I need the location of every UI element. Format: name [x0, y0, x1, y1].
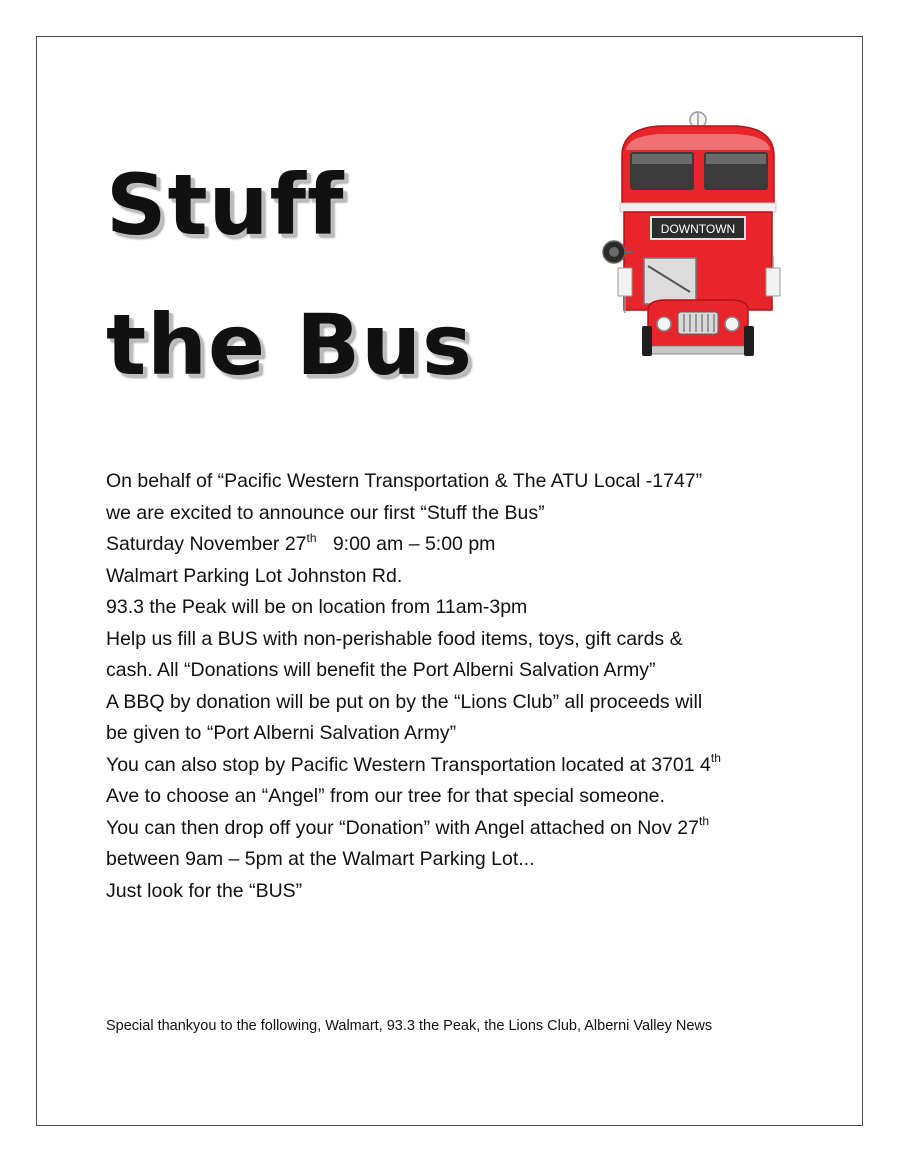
text-line: A BBQ by donation will be put on by the “Lions Club” all proceeds will	[106, 690, 703, 713]
title-line-1: Stuff	[106, 156, 345, 254]
dropoff-text: You can then drop off your “Donation” with Angel attached on Nov 27	[106, 816, 699, 839]
date-suffix: th	[306, 530, 317, 545]
text-line: Ave to choose an “Angel” from our tree for that special someone.	[106, 785, 665, 807]
text-line: Just look for the “BUS”	[106, 879, 303, 902]
text-line: 93.3 the Peak will be on location from 11am-3pm	[106, 596, 528, 618]
text-line: cash. All “Donations will benefit the Port Alberni Salvation Army”	[106, 659, 656, 681]
event-date: Saturday November 27	[106, 533, 307, 555]
address-suffix: th	[710, 751, 721, 765]
dropoff-suffix: th	[699, 814, 710, 828]
address-line	[106, 750, 806, 782]
event-details	[106, 466, 806, 907]
sponsor-thanks: Special thankyou to the following, Walmart, 93.3 the Peak, the Lions Club, Alberni Valley News	[106, 1018, 713, 1034]
address-text: You can also stop by Pacific Western Transportation located at 3701 4	[106, 753, 711, 776]
text-line: we are excited to announce our first “Stuff the Bus”	[106, 501, 545, 524]
event-date-line	[106, 529, 806, 561]
text-line: between 9am – 5pm at the Walmart Parking Lot...	[106, 848, 535, 870]
destination-sign-text: DOWNTOWN	[660, 222, 736, 236]
event-time: 9:00 am – 5:00 pm	[332, 533, 496, 555]
text-line: Walmart Parking Lot Johnston Rd.	[106, 564, 403, 587]
text-line: Help us fill a BUS with non-perishable food items, toys, gift cards &	[106, 627, 683, 650]
double-decker-bus-illustration	[600, 108, 792, 364]
title-line-2: the Bus	[106, 296, 473, 394]
dropoff-line	[106, 813, 806, 845]
text-line: On behalf of “Pacific Western Transportation & The ATU Local -1747”	[106, 470, 703, 492]
text-line: be given to “Port Alberni Salvation Army”	[106, 722, 457, 744]
